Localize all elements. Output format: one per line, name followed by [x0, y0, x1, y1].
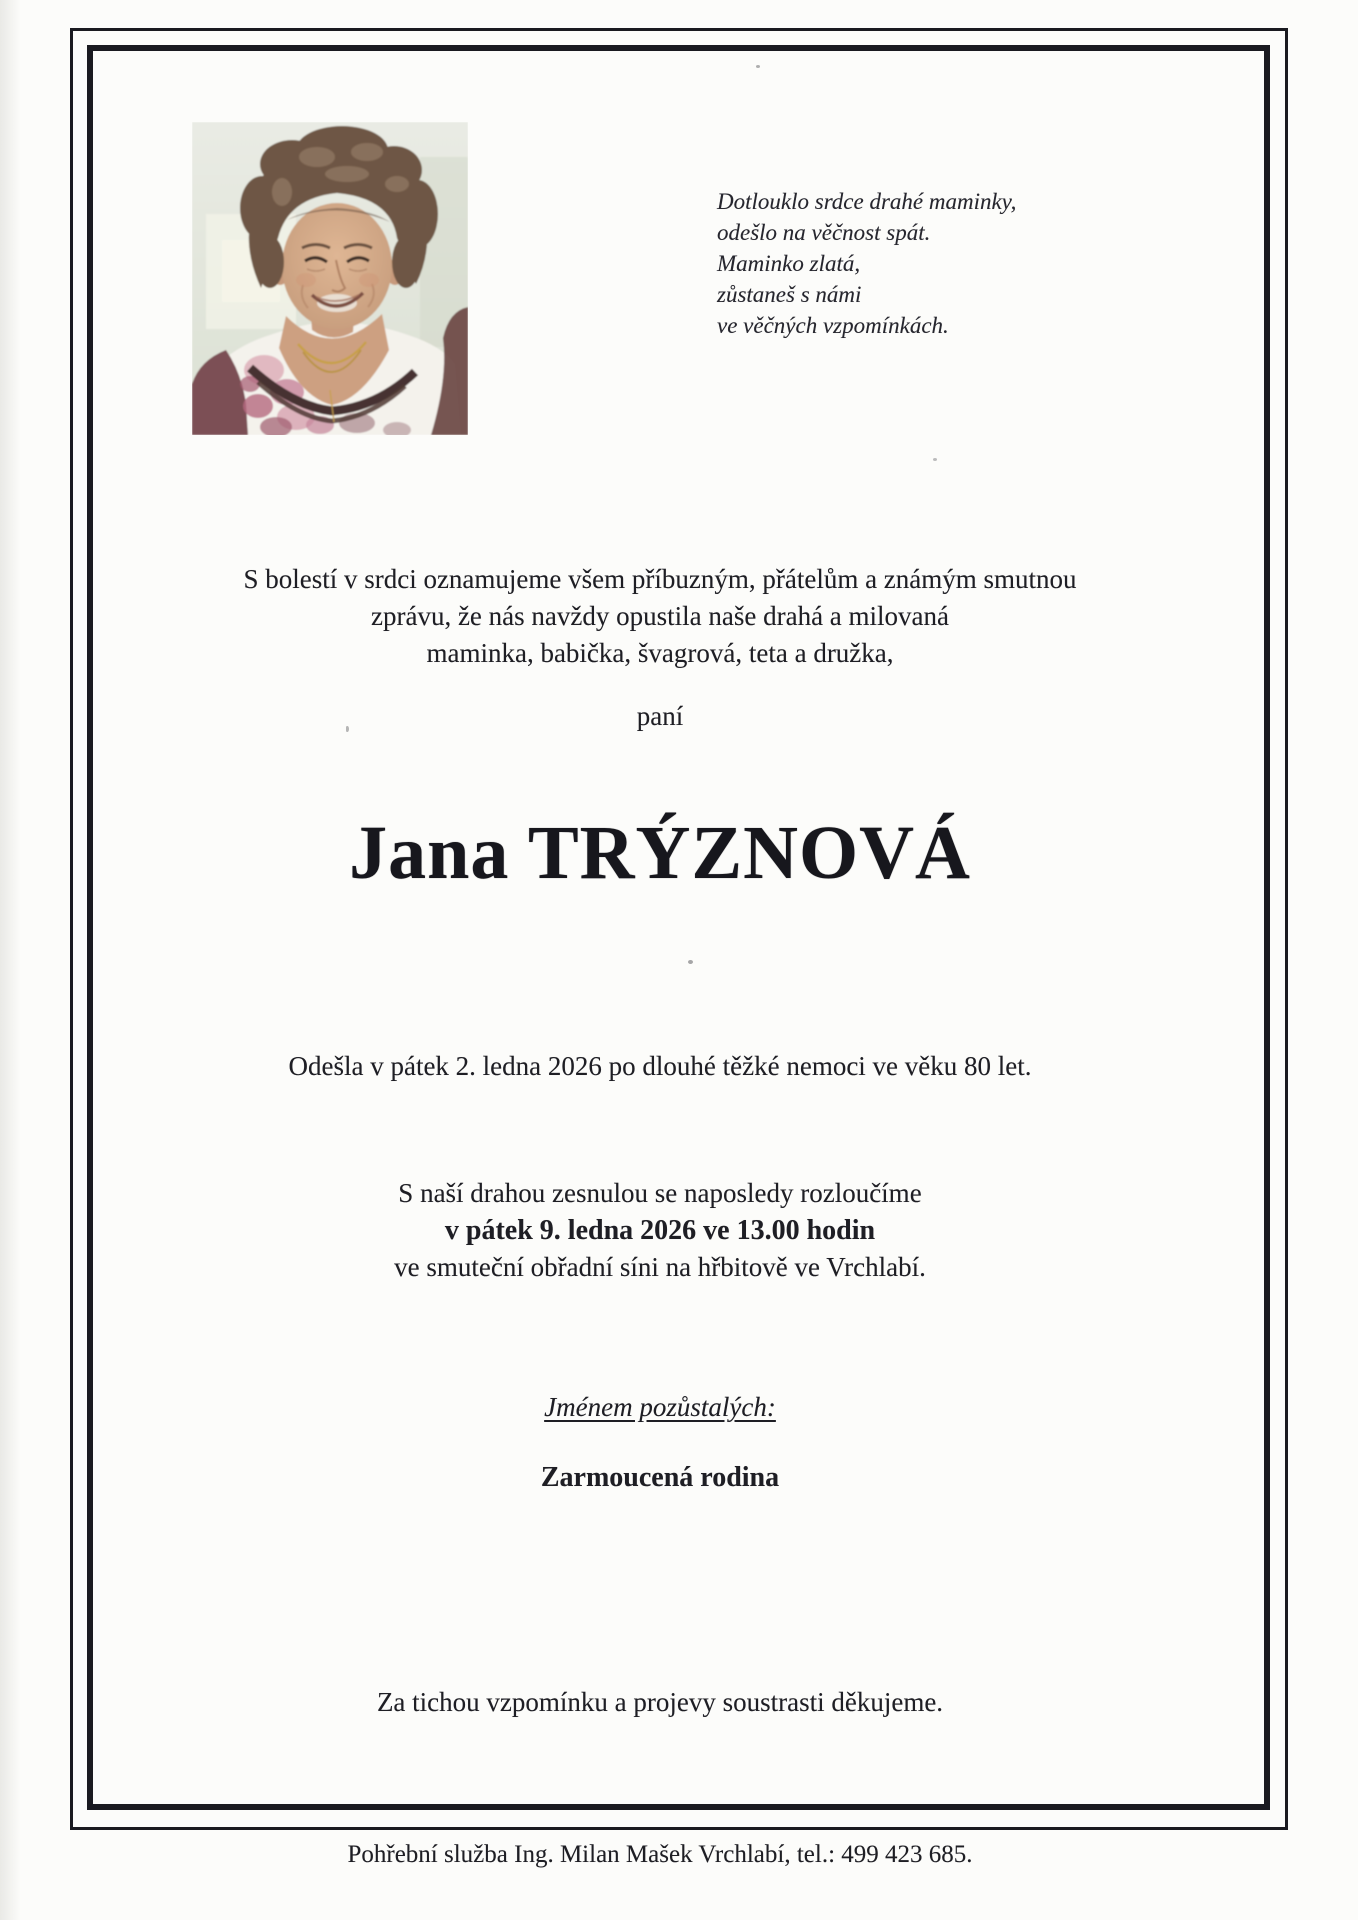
mourners-heading: Jménem pozůstalých:: [544, 1392, 776, 1422]
poem-line: odešlo na věčnost spát.: [717, 220, 931, 245]
announcement-line: maminka, babička, švagrová, teta a družka,: [426, 638, 894, 668]
poem-line: Maminko zlatá,: [717, 251, 861, 276]
salutation: paní: [636, 701, 684, 731]
farewell-datetime: v pátek 9. ledna 2026 ve 13.00 hodin: [444, 1215, 876, 1246]
announcement-line: S bolestí v srdci oznamujeme všem příbuzným, přátelům a známým smutnou: [243, 564, 1077, 594]
farewell-info: [100, 1175, 1220, 1286]
announcement-paragraph: [100, 561, 1220, 672]
poem-line: Dotlouklo srdce drahé maminky,: [717, 189, 1017, 214]
poem-line: zůstaneš s námi: [717, 282, 862, 307]
thanks-line: Za tichou vzpomínku a projevy soustrasti děkujeme.: [376, 1687, 944, 1717]
memorial-poem: [717, 186, 1016, 341]
farewell-place: ve smuteční obřadní síni na hřbitově ve Vrchlabí.: [394, 1252, 926, 1282]
funeral-service-footer: Pohřební služba Ing. Milan Mašek Vrchlabí, tel.: 499 423 685.: [347, 1841, 973, 1868]
poem-line: ve věčných vzpomínkách.: [717, 313, 949, 338]
announcement-line: zprávu, že nás navždy opustila naše drahá a milovaná: [370, 601, 950, 631]
deceased-name: Jana TRÝZNOVÁ: [349, 811, 971, 895]
death-info: Odešla v pátek 2. ledna 2026 po dlouhé těžké nemoci ve věku 80 let.: [288, 1051, 1032, 1081]
portrait-photo-graphic: [192, 122, 468, 435]
portrait-photo: [192, 122, 468, 435]
scan-edge-shading: [0, 0, 26, 1920]
farewell-line: S naší drahou zesnulou se naposledy rozloučíme: [398, 1178, 922, 1208]
mourners-name: Zarmoucená rodina: [540, 1462, 780, 1493]
